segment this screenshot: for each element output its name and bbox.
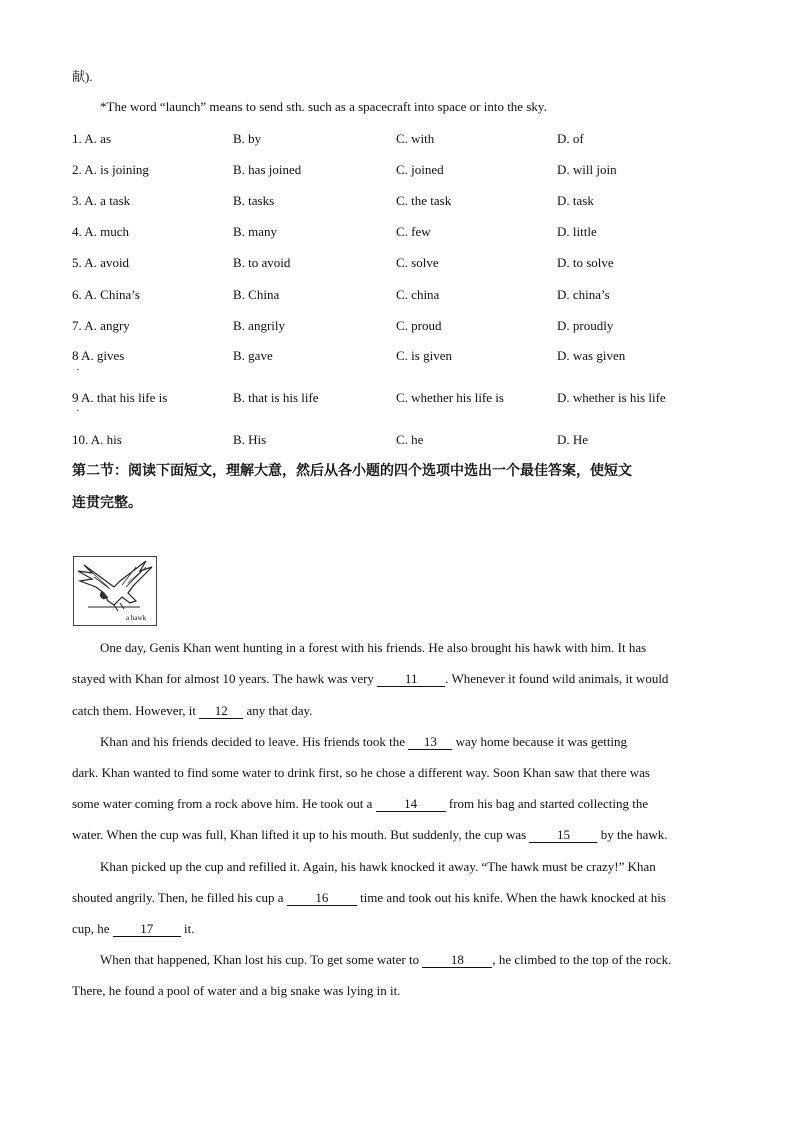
option-d: D. was given [557,348,626,363]
passage-text: Khan and his friends decided to leave. His friends took the [100,734,409,749]
passage-line [72,796,648,812]
passage-text: . Whenever it found wild animals, it would [445,671,669,686]
option-b: B. China [233,287,280,302]
option-b: B. tasks [233,193,275,208]
passage-text: When that happened, Khan lost his cup. To get some water to [100,952,423,967]
passage-line: One day, Genis Khan went hunting in a forest with his friends. He also brought his hawk with him. It has [100,640,647,655]
option-c: C. he [396,432,424,447]
option-d: D. to solve [557,255,614,270]
question-row [0,318,794,338]
question-row [0,193,794,213]
passage-text: way home because it was getting [452,734,628,749]
option-d: D. He [557,432,589,447]
option-d: D. proudly [557,318,614,333]
question-row [0,162,794,182]
option-a: 6. A. China’s [72,287,140,302]
option-a: 5. A. avoid [72,255,130,270]
section-heading-line2: 连贯完整。 [72,495,142,511]
blank-11: 11 [377,672,445,687]
image-caption: a hawk [126,614,147,622]
passage-line [72,671,668,687]
option-c: C. the task [396,193,452,208]
passage-line [72,827,668,843]
option-a: 1. A. as [72,131,111,146]
option-b: B. that is his life [233,390,319,405]
stray-dot: · [76,364,80,376]
blank-13: 13 [408,735,452,750]
option-c: C. few [396,224,431,239]
blank-18: 18 [422,953,492,968]
question-row [0,390,794,410]
question-row [0,255,794,275]
option-c: C. solve [396,255,439,270]
stray-dot: · [76,405,80,417]
passage-text: stayed with Khan for almost 10 years. The hawk was very [72,671,378,686]
option-c: C. is given [396,348,452,363]
option-d: D. whether is his life [557,390,666,405]
option-b: B. His [233,432,267,447]
blank-12: 12 [199,704,243,719]
passage-line [72,921,195,937]
section-heading-line1: 第二节：阅读下面短文，理解大意，然后从各小题的四个选项中选出一个最佳答案，使短文 [72,463,632,479]
option-d: D. little [557,224,597,239]
option-b: B. gave [233,348,273,363]
passage-line [100,734,627,750]
blank-14: 14 [376,797,446,812]
option-a: 10. A. his [72,432,122,447]
passage-text: water. When the cup was full, Khan lifted it up to his mouth. But suddenly, the cup was [72,827,530,842]
option-a: 7. A. angry [72,318,130,333]
option-c: C. proud [396,318,442,333]
option-d: D. task [557,193,594,208]
question-row [0,432,794,452]
option-c: C. whether his life is [396,390,504,405]
option-b: B. angrily [233,318,285,333]
blank-15: 15 [529,828,597,843]
option-d: D. of [557,131,584,146]
option-a: 3. A. a task [72,193,131,208]
passage-line: There, he found a pool of water and a big snake was lying in it. [72,983,401,998]
passage-text: catch them. However, it [72,703,200,718]
passage-text: by the hawk. [597,827,668,842]
option-b: B. to avoid [233,255,291,270]
passage-text: , he climbed to the top of the rock. [492,952,672,967]
option-a: 8 A. gives [72,348,125,363]
passage-line: Khan picked up the cup and refilled it. Again, his hawk knocked it away. “The hawk must be crazy!” Khan [100,859,656,874]
option-b: B. has joined [233,162,302,177]
passage-line: dark. Khan wanted to find some water to drink first, so he chose a different way. Soon Khan saw that there was [72,765,650,780]
option-a: 2. A. is joining [72,162,149,177]
option-c: C. with [396,131,435,146]
footnote: *The word “launch” means to send sth. such as a spacecraft into space or into the sky. [100,99,547,114]
continued-text: 献). [72,69,93,84]
section-heading [72,455,722,519]
passage-text: time and took out his knife. When the hawk knocked at his [356,890,666,905]
option-c: C. joined [396,162,444,177]
passage-line [100,952,671,968]
passage-line [72,703,312,719]
question-row [0,224,794,244]
passage-text: any that day. [243,703,313,718]
option-d: D. china’s [557,287,610,302]
question-row [0,348,794,368]
passage-text: shouted angrily. Then, he filled his cup a [72,890,287,905]
question-row [0,131,794,151]
blank-17: 17 [113,922,181,937]
passage-line [72,890,666,906]
option-a: 9 A. that his life is [72,390,168,405]
option-b: B. by [233,131,262,146]
hawk-image [73,556,157,626]
passage-text: it. [180,921,195,936]
question-row [0,287,794,307]
blank-16: 16 [287,891,357,906]
option-a: 4. A. much [72,224,130,239]
option-b: B. many [233,224,278,239]
passage-text: some water coming from a rock above him. He took out a [72,796,376,811]
option-c: C. china [396,287,440,302]
passage-text: from his bag and started collecting the [445,796,649,811]
passage-text: cup, he [72,921,113,936]
option-d: D. will join [557,162,617,177]
